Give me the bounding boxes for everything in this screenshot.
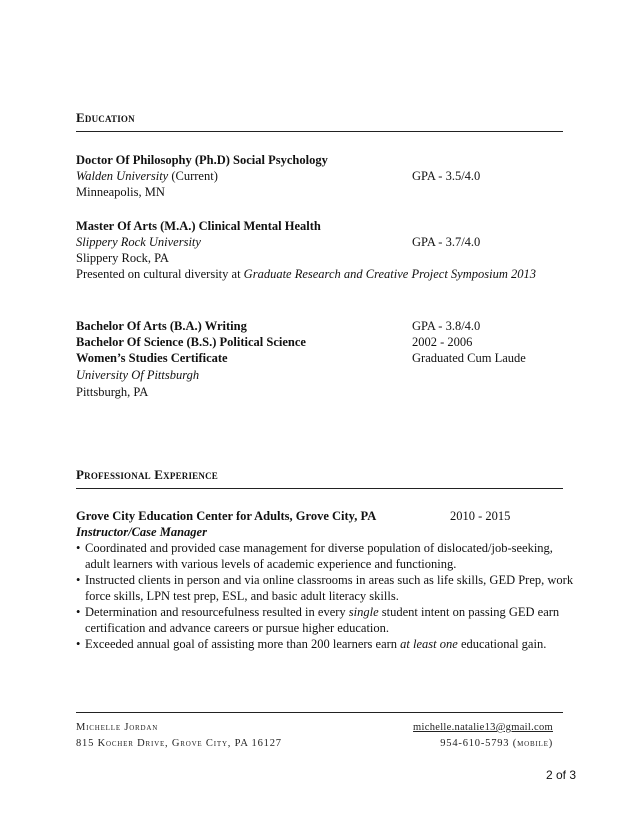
bullet-text: Exceeded annual goal of assisting more than 200 learners earn: [85, 637, 401, 651]
ba-degree-2: Bachelor Of Science (B.S.) Political Science: [76, 335, 306, 349]
bullet-icon: •: [76, 605, 81, 619]
ma-gpa: GPA - 3.7/4.0: [412, 235, 481, 249]
footer-phone: 954-610-5793 (mobile): [440, 738, 553, 749]
job-years: 2010 - 2015: [450, 509, 511, 523]
phd-school: Walden University: [76, 169, 169, 183]
ba-degree-1: Bachelor Of Arts (B.A.) Writing: [76, 319, 247, 333]
bullet-icon: •: [76, 637, 81, 651]
ba-cert: Women’s Studies Certificate: [76, 351, 228, 365]
job-bullet: [76, 540, 576, 573]
bullet-emphasis: single: [348, 605, 379, 619]
bullet-text: Instructed clients in person and via online classrooms in areas such as life skills, GED Prep, work force skills, LPN test prep, ESL, and basic adult literacy skills.: [85, 573, 574, 604]
ba-honors: Graduated Cum Laude: [412, 351, 526, 365]
phd-status: (Current): [168, 169, 218, 183]
bullet-text-end: student intent on passing GED earn certification and advance careers or pursue higher education.: [85, 605, 560, 636]
phd-school-line: [76, 168, 218, 184]
bullet-emphasis: at least one: [400, 637, 458, 651]
phd-gpa: GPA - 3.5/4.0: [412, 169, 481, 183]
bullet-text: Determination and resourcefulness resulted in every: [85, 605, 349, 619]
page-number: 2 of 3: [545, 768, 576, 782]
phd-location: Minneapolis, MN: [76, 185, 165, 199]
education-heading: Education: [76, 110, 135, 125]
job-employer: Grove City Education Center for Adults, Grove City, PA: [76, 509, 377, 523]
footer-name: Michelle Jordan: [76, 722, 159, 733]
ma-note-prefix: Presented on cultural diversity at: [76, 267, 244, 281]
phd-degree: Doctor Of Philosophy (Ph.D) Social Psychology: [76, 153, 328, 167]
ba-years: 2002 - 2006: [412, 335, 473, 349]
experience-heading: Professional Experience: [76, 467, 218, 482]
education-rule: [76, 131, 563, 132]
ma-location: Slippery Rock, PA: [76, 251, 169, 265]
ba-school: University Of Pittsburgh: [76, 368, 200, 382]
ma-degree: Master Of Arts (M.A.) Clinical Mental Health: [76, 219, 321, 233]
experience-rule: [76, 488, 563, 489]
ba-gpa: GPA - 3.8/4.0: [412, 319, 481, 333]
footer-rule: [76, 712, 563, 713]
footer-email-link[interactable]: michelle.natalie13@gmail.com: [413, 722, 553, 733]
job-role: Instructor/Case Manager: [76, 525, 207, 539]
ma-school: Slippery Rock University: [76, 235, 201, 249]
job-bullet: [76, 604, 576, 637]
bullet-icon: •: [76, 573, 81, 587]
ba-location: Pittsburgh, PA: [76, 385, 149, 399]
job-bullet: [76, 572, 576, 605]
footer-address: 815 Kocher Drive, Grove City, PA 16127: [76, 738, 282, 749]
bullet-text-end: educational gain.: [457, 637, 547, 651]
bullet-icon: •: [76, 541, 81, 555]
job-bullet: [76, 636, 576, 652]
ma-note: [76, 266, 536, 282]
bullet-text: Coordinated and provided case management for diverse population of dislocated/job-seeking, adult learners with various levels of academic experience and functioning.: [85, 541, 553, 572]
ma-note-event: Graduate Research and Creative Project Symposium 2013: [243, 267, 536, 281]
